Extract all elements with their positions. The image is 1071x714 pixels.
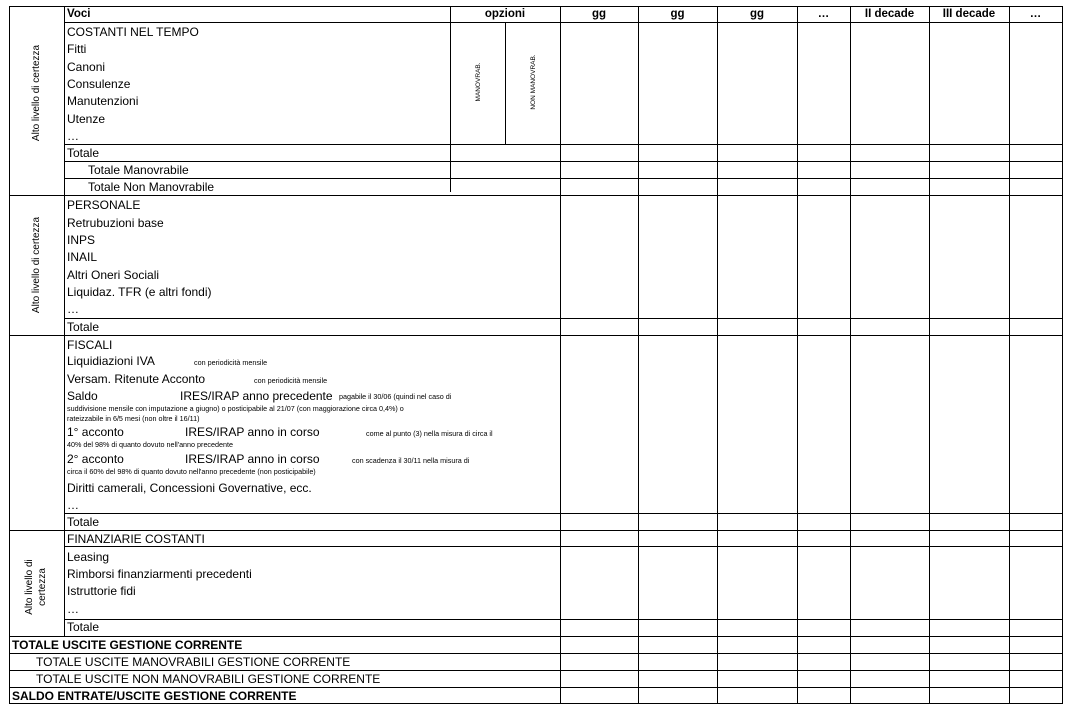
- grid-line: [64, 144, 1063, 145]
- grid-line: [64, 161, 1063, 162]
- grid-line: [9, 335, 1063, 336]
- total-uscite-non-manovrabili: TOTALE USCITE NON MANOVRABILI GESTIONE CORRENTE: [36, 672, 381, 686]
- option-non-manovrab: NON MANOVRAB.: [530, 54, 537, 110]
- item-note: come al punto (3) nella misura di circa il: [366, 429, 493, 438]
- grid-line: [1009, 6, 1010, 704]
- grid-line: [929, 6, 930, 704]
- list-item: Altri Oneri Sociali: [67, 268, 160, 282]
- section-total: Totale: [67, 320, 100, 334]
- header-opzioni: opzioni: [484, 8, 526, 20]
- grid-line: [450, 6, 451, 192]
- saldo-entrate-uscite: SALDO ENTRATE/USCITE GESTIONE CORRENTE: [12, 689, 297, 703]
- certainty-label: Alto livello di certezza: [31, 44, 42, 142]
- section-total: Totale: [67, 146, 100, 160]
- list-item: …: [67, 602, 79, 616]
- header-ellipsis: …: [817, 8, 830, 20]
- grid-line: [9, 653, 1063, 654]
- total-uscite-manovrabili: TOTALE USCITE MANOVRABILI GESTIONE CORRENTE: [36, 655, 351, 669]
- grid-line: [64, 22, 1063, 23]
- item-note: rateizzabile in 6/5 mesi (non oltre il 16/11): [67, 414, 200, 423]
- item-note: pagabile il 30/06 (quindi nel caso di: [339, 392, 452, 401]
- certainty-label-line: Alto livello di: [24, 559, 35, 615]
- grid-line: [64, 619, 1063, 620]
- header-iii-decade: III decade: [942, 8, 996, 20]
- item-tax: IRES/IRAP anno in corso: [185, 452, 320, 466]
- section-title: FISCALI: [67, 338, 113, 352]
- list-item: …: [67, 129, 79, 143]
- list-item: 2° acconto: [67, 452, 124, 466]
- list-item: Manutenzioni: [67, 94, 139, 108]
- item-note: circa il 60% del 98% di quanto dovuto nell'anno precedente (non posticipabile): [67, 467, 316, 476]
- section-title: PERSONALE: [67, 198, 141, 212]
- grid-line: [64, 6, 65, 637]
- list-item: Liquidiazioni IVA: [67, 354, 155, 368]
- list-item: Saldo: [67, 389, 98, 403]
- certainty-label-line: certezza: [37, 568, 48, 606]
- item-note: con periodicità mensile: [194, 358, 268, 367]
- grid-line: [9, 670, 1063, 671]
- list-item: 1° acconto: [67, 425, 124, 439]
- list-item: Leasing: [67, 550, 110, 564]
- list-item: Canoni: [67, 60, 106, 74]
- header-gg: gg: [670, 8, 685, 20]
- grid-line: [9, 703, 1063, 704]
- section-title: FINANZIARIE COSTANTI: [67, 532, 205, 546]
- section-title: COSTANTI NEL TEMPO: [67, 25, 199, 39]
- list-item: Utenze: [67, 112, 106, 126]
- header-ii-decade: II decade: [864, 8, 915, 20]
- item-note: con scadenza il 30/11 nella misura di: [352, 456, 470, 465]
- option-manovrab: MANOVRAB.: [475, 62, 482, 102]
- list-item: Istruttorie fidi: [67, 584, 136, 598]
- certainty-label-split: [23, 527, 51, 647]
- list-item: Versam. Ritenute Acconto: [67, 372, 206, 386]
- section-total: Totale: [67, 515, 100, 529]
- list-item: Fitti: [67, 42, 87, 56]
- total-uscite-gestione: TOTALE USCITE GESTIONE CORRENTE: [12, 638, 243, 652]
- grid-line: [638, 6, 639, 704]
- item-note: 40% del 98% di quanto dovuto nell'anno precedente: [67, 440, 234, 449]
- total-manovrabile: Totale Manovrabile: [88, 163, 189, 177]
- section-total: Totale: [67, 620, 100, 634]
- list-item: …: [67, 498, 79, 512]
- list-item: …: [67, 302, 79, 316]
- grid-line: [64, 318, 1063, 319]
- grid-line: [9, 6, 10, 704]
- item-tax: IRES/IRAP anno in corso: [185, 425, 320, 439]
- grid-line: [9, 636, 1063, 637]
- item-note: con periodicità mensile: [254, 376, 328, 385]
- header-gg: gg: [749, 8, 765, 20]
- total-non-manovrabile: Totale Non Manovrabile: [88, 180, 215, 194]
- header-ellipsis: …: [1029, 8, 1042, 20]
- grid-line: [9, 687, 1063, 688]
- list-item: INPS: [67, 233, 96, 247]
- header-gg: gg: [591, 8, 607, 20]
- grid-line: [505, 22, 506, 144]
- grid-line: [64, 513, 1063, 514]
- grid-line: [9, 530, 1063, 531]
- list-item: Retrubuzioni base: [67, 216, 164, 230]
- grid-line: [797, 6, 798, 704]
- header-voci: Voci: [67, 8, 91, 20]
- certainty-label: Alto livello di certezza: [31, 216, 42, 314]
- item-note: suddivisione mensile con imputazione a giugno) o posticipabile al 21/07 (con maggiorazione circa 0,4%) o: [67, 404, 404, 413]
- grid-line: [560, 6, 561, 704]
- grid-line: [64, 546, 1063, 547]
- item-tax: IRES/IRAP anno precedente: [180, 389, 333, 403]
- grid-line: [64, 178, 1063, 179]
- list-item: Rimborsi finanziarmenti precedenti: [67, 567, 252, 581]
- list-item: Liquidaz. TFR (e altri fondi): [67, 285, 212, 299]
- grid-line: [9, 195, 1063, 196]
- list-item: Consulenze: [67, 77, 131, 91]
- grid-line: [850, 6, 851, 704]
- list-item: INAIL: [67, 250, 98, 264]
- list-item: Diritti camerali, Concessioni Governative, ecc.: [67, 481, 312, 495]
- grid-line: [717, 6, 718, 704]
- grid-line: [1062, 6, 1063, 704]
